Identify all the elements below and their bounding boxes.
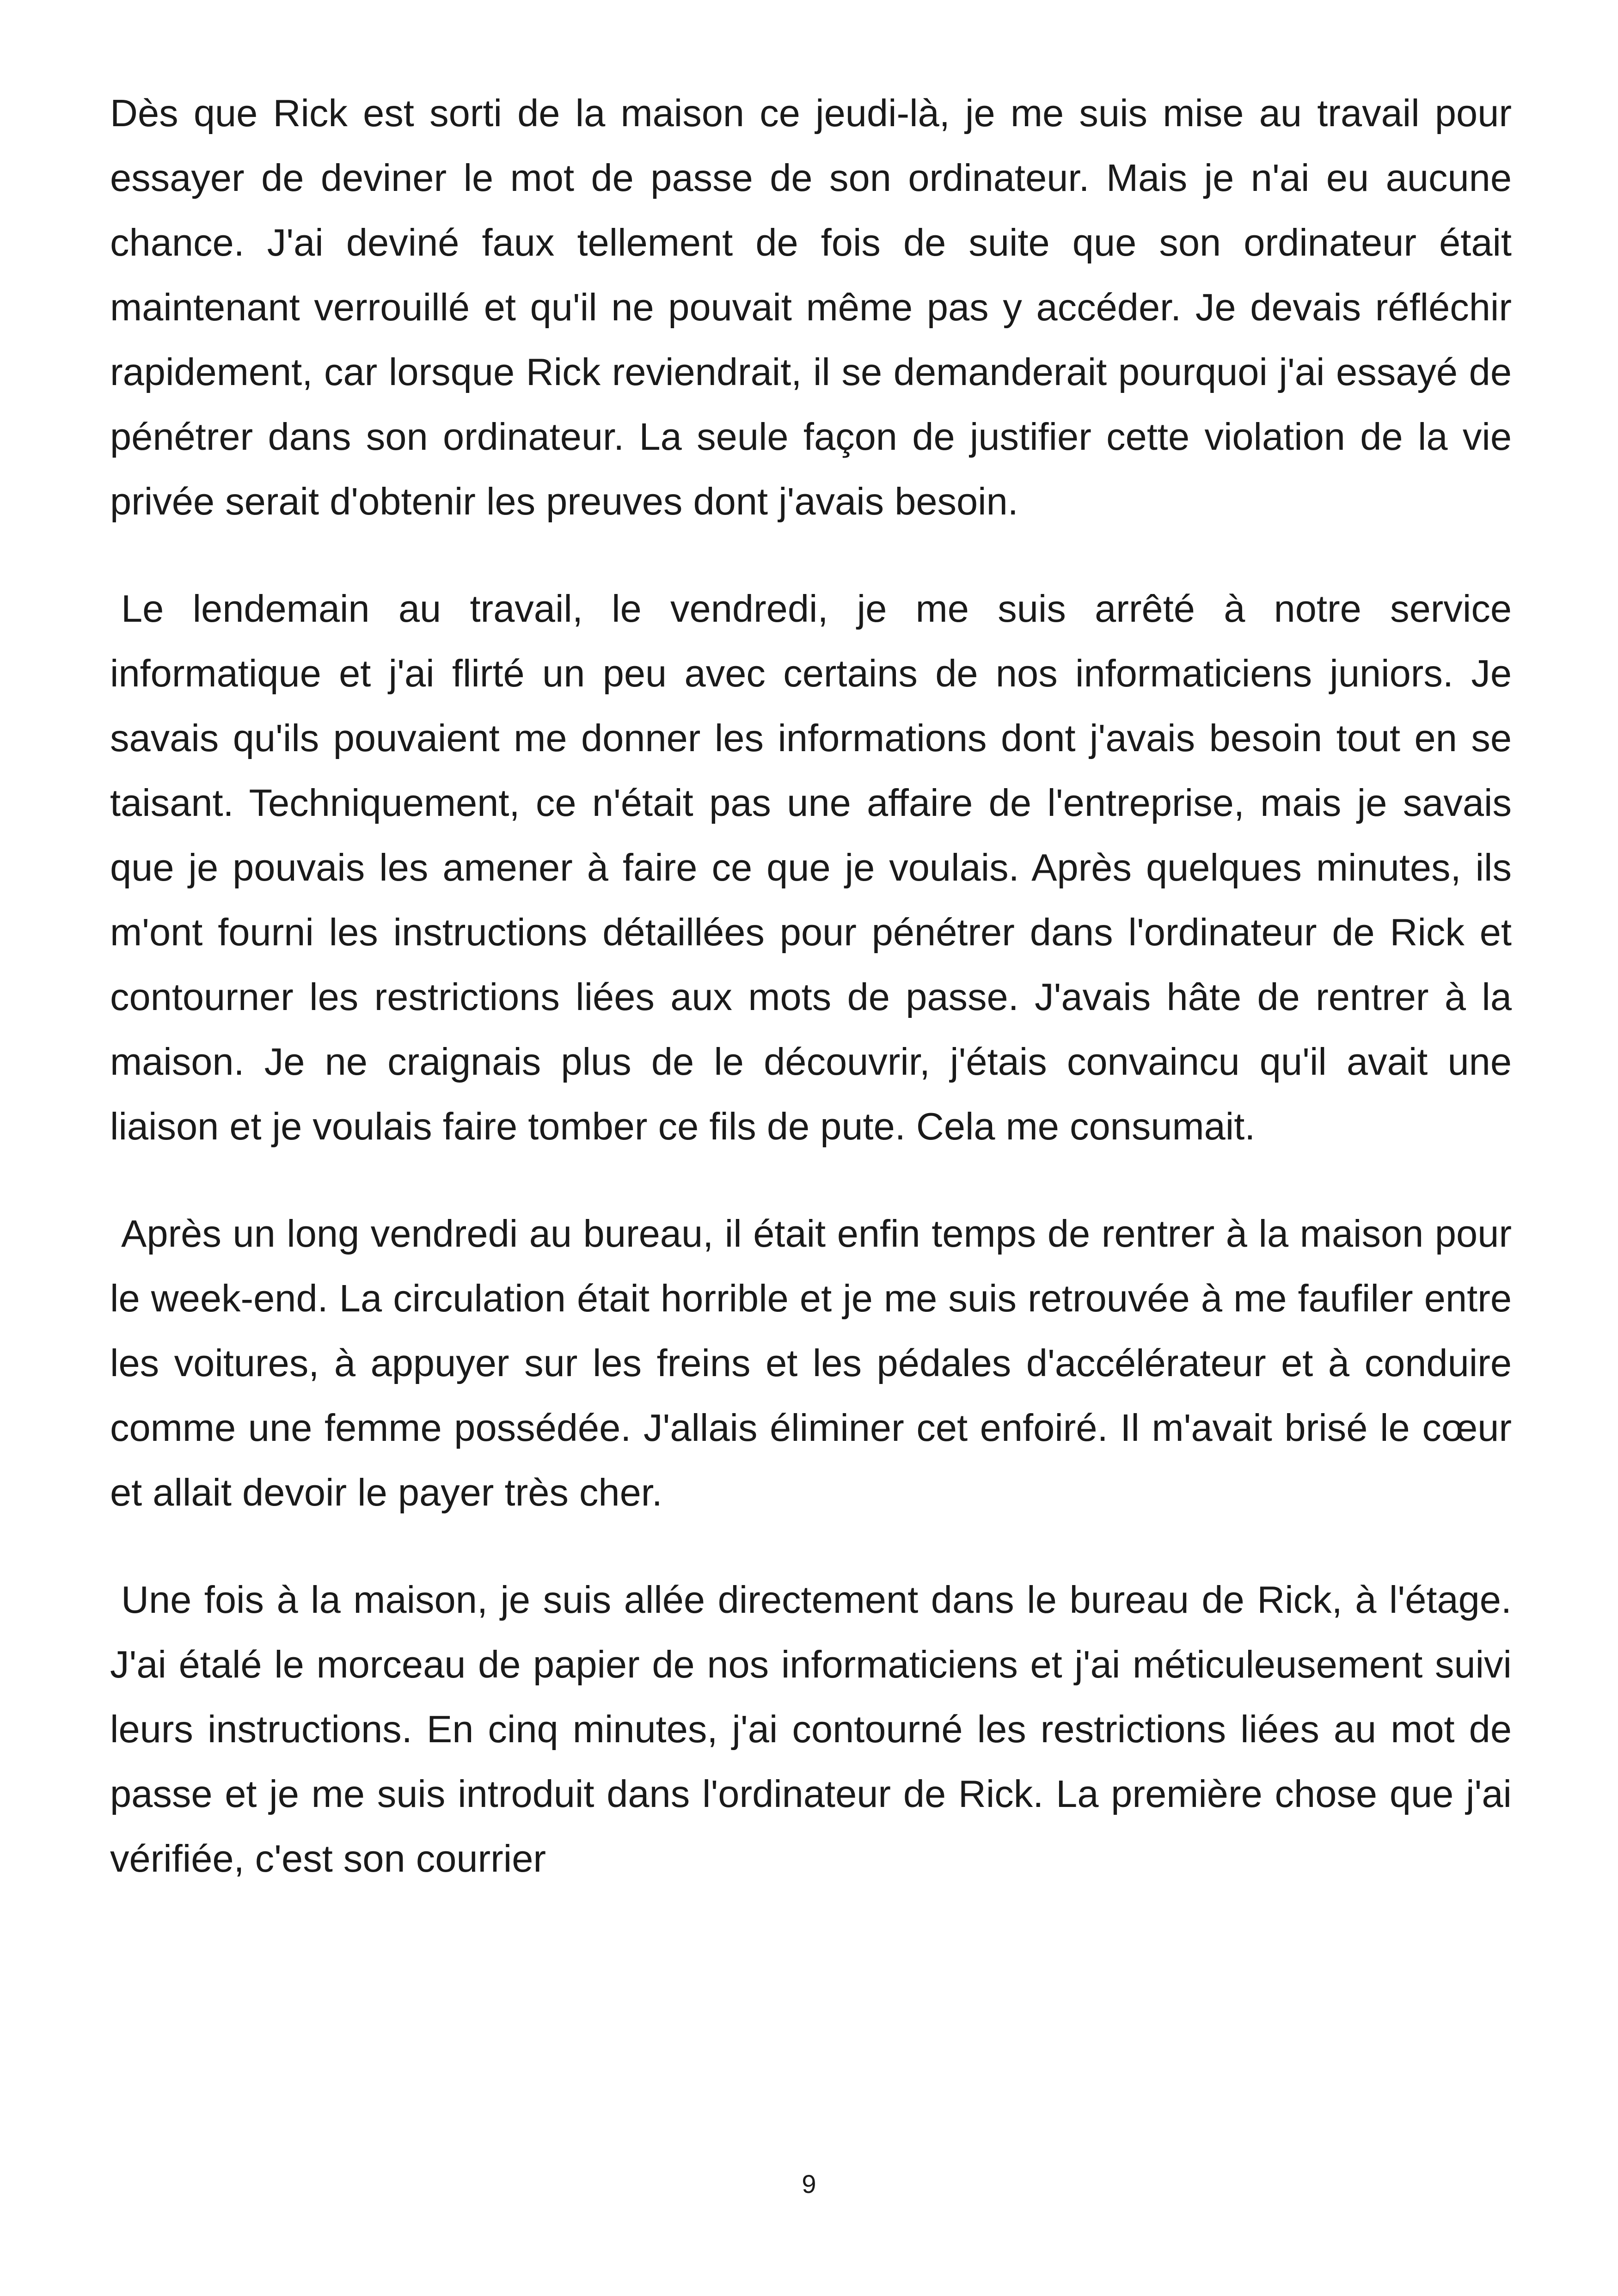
page-number: 9 xyxy=(802,2169,816,2198)
paragraph-2: Le lendemain au travail, le vendredi, je me suis arrêté à notre service informatique et j'ai flirté un peu avec certains de nos informaticiens juniors. Je savais qu'ils pouvaient me donner les informations dont j'avais besoin tout en se taisant. Techniquement, ce n'était pas une affaire de l'entreprise, mais je savais que je pouvais les amener à faire ce que je voulais. Après quelques minutes, ils m'ont fourni les instructions détaillées pour pénétrer dans l'ordinateur de Rick et contourner les restrictions liées aux mots de passe. J'avais hâte de rentrer à la maison. Je ne craignais plus de le découvrir, j'étais convaincu qu'il avait une liaison et je voulais faire tomber ce fils de pute. Cela me consumait. xyxy=(110,587,1512,1148)
paragraph-3: Après un long vendredi au bureau, il était enfin temps de rentrer à la maison pour le week-end. La circulation était horrible et je me suis retrouvée à me faufiler entre les voitures, à appuyer sur les freins et les pédales d'accélérateur et à conduire comme une femme possédée. J'allais éliminer cet enfoiré. Il m'avait brisé le cœur et allait devoir le payer très cher. xyxy=(110,1212,1512,1514)
paragraph-4: Une fois à la maison, je suis allée directement dans le bureau de Rick, à l'étage. J'ai étalé le morceau de papier de nos informaticiens et j'ai méticuleusement suivi leurs instructions. En cinq minutes, j'ai contourné les restrictions liées au mot de passe et je me suis introduit dans l'ordinateur de Rick. La première chose que j'ai vérifiée, c'est son courrier xyxy=(110,1578,1512,1880)
paragraph-1: Dès que Rick est sorti de la maison ce jeudi-là, je me suis mise au travail pour essayer de deviner le mot de passe de son ordinateur. Mais je n'ai eu aucune chance. J'ai deviné faux tellement de fois de suite que son ordinateur était maintenant verrouillé et qu'il ne pouvait même pas y accéder. Je devais réfléchir rapidement, car lorsque Rick reviendrait, il se demanderait pourquoi j'ai essayé de pénétrer dans son ordinateur. La seule façon de justifier cette violation de la vie privée serait d'obtenir les preuves dont j'avais besoin. xyxy=(110,92,1512,523)
body-text xyxy=(110,81,1512,1934)
